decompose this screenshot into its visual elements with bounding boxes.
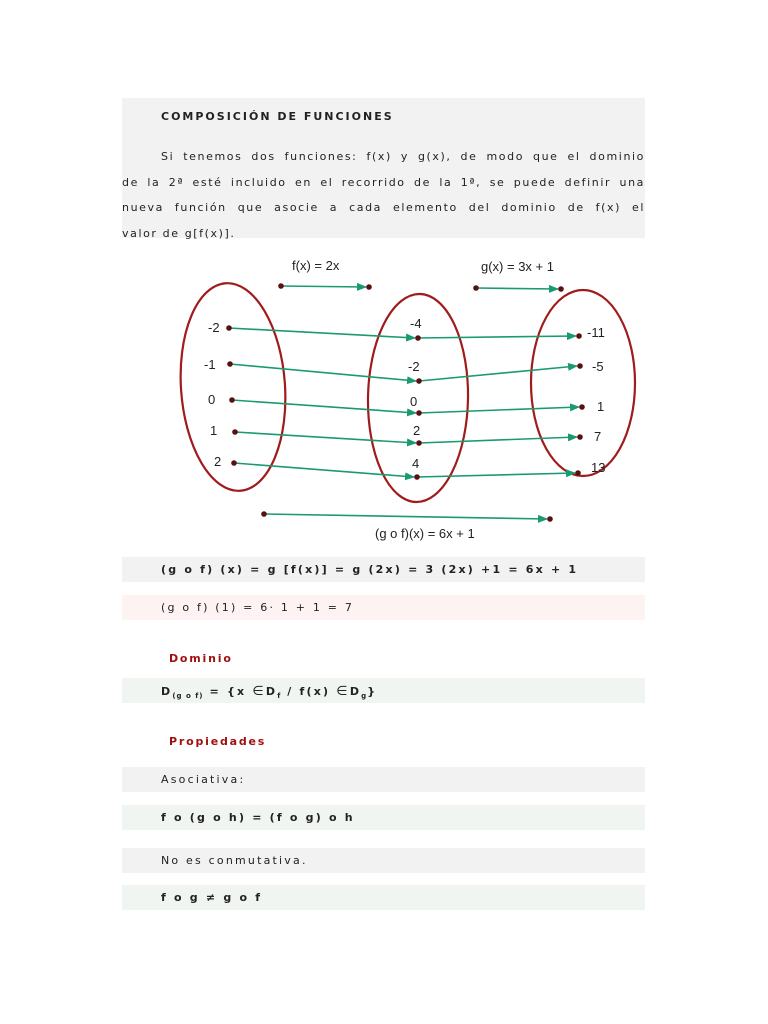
f-mapping-arrow — [235, 432, 416, 443]
g-legend-start — [473, 285, 479, 291]
set-b-point — [416, 378, 422, 384]
set-a-point — [231, 460, 237, 466]
set-a-point — [229, 397, 235, 403]
set-a-label: 1 — [210, 423, 218, 438]
function-composition-diagram — [170, 248, 650, 548]
intro-paragraph — [122, 144, 645, 246]
set-b-point — [416, 410, 422, 416]
set-c-point — [579, 404, 585, 410]
g-mapping-arrow — [417, 473, 575, 477]
f-mapping-arrow — [234, 463, 414, 477]
set-a-label: -2 — [208, 320, 220, 335]
asociativa-formula: f o (g o h) = (f o g) o h — [161, 811, 355, 824]
dominio-heading: Dominio — [169, 652, 233, 665]
g-legend-end — [558, 286, 564, 292]
set-b-label: 0 — [410, 394, 418, 409]
formula-evaluation: (g o f) (1) = 6· 1 + 1 = 7 — [161, 601, 355, 614]
f-mapping-arrow — [229, 328, 415, 338]
no-conmutativa-row — [122, 848, 645, 873]
dominio-formula: $D_{(g o f)} = \{x$ $\in D_f / f(x)$ $\in D_g$} — [161, 684, 378, 701]
set-c-point — [577, 434, 583, 440]
intro-line-1: Si tenemos dos funciones: f(x) y g(x), de modo que el dominio — [161, 150, 645, 163]
f-mapping-arrow — [232, 400, 416, 413]
page-title: COMPOSICIÓN DE FUNCIONES — [161, 110, 394, 123]
f-mapping-arrow — [230, 364, 416, 381]
set-b-label: -4 — [410, 316, 422, 331]
intro-line-2: de la 2ª esté incluido en el recorrido de la 1ª, se puede definir una — [122, 175, 645, 189]
asociativa-row — [122, 767, 645, 792]
asociativa-label: Asociativa: — [161, 773, 246, 786]
intro-line-3: nueva función que asocie a cada elemento del dominio de f(x) el — [122, 201, 645, 214]
set-a-label: 2 — [214, 454, 222, 469]
g-legend-arrow — [476, 288, 558, 289]
set-b-label: 2 — [413, 423, 421, 438]
f-legend-start — [278, 283, 284, 289]
g-mapping-arrow — [419, 407, 579, 413]
dominio-formula-row — [122, 678, 645, 703]
set-c-label: 1 — [597, 399, 605, 414]
f-legend-arrow — [281, 286, 366, 287]
formula-evaluation-row — [122, 595, 645, 620]
no-conmutativa-label: No es conmutativa. — [161, 854, 308, 867]
formula-composition-row — [122, 557, 645, 582]
intro-line-4: valor de g[f(x)]. — [122, 226, 236, 240]
f-legend-end — [366, 284, 372, 290]
set-a-point — [232, 429, 238, 435]
set-b-point — [415, 335, 421, 341]
set-c-label: -11 — [587, 325, 605, 340]
g-mapping-arrow — [418, 336, 576, 338]
propiedades-heading: Propiedades — [169, 735, 267, 748]
set-c-label: 13 — [591, 460, 606, 475]
no-conmutativa-formula: f o g ≠ g o f — [161, 891, 263, 904]
set-a-point — [226, 325, 232, 331]
gof-legend-end — [547, 516, 553, 522]
set-b-label: -2 — [408, 359, 420, 374]
set-c-ellipse — [531, 290, 635, 476]
set-c-label: 7 — [594, 429, 602, 444]
set-b-point — [414, 474, 420, 480]
intro-block — [122, 98, 645, 238]
set-a-label: 0 — [208, 392, 216, 407]
asociativa-formula-row — [122, 805, 645, 830]
g-mapping-arrow — [419, 366, 577, 381]
set-b-point — [416, 440, 422, 446]
set-c-label: -5 — [592, 359, 604, 374]
f-legend-label: f(x) = 2x — [292, 258, 340, 273]
gof-legend-start — [261, 511, 267, 517]
set-a-label: -1 — [204, 357, 216, 372]
set-c-point — [576, 333, 582, 339]
gof-legend-label: (g o f)(x) = 6x + 1 — [375, 526, 475, 541]
g-legend-label: g(x) = 3x + 1 — [481, 259, 554, 274]
g-mapping-arrow — [419, 437, 577, 443]
set-c-point — [577, 363, 583, 369]
set-c-point — [575, 470, 581, 476]
set-b-label: 4 — [412, 456, 420, 471]
formula-composition: (g o f) (x) = g [f(x)] = g (2x) = 3 (2x) +1 = 6x + 1 — [161, 563, 579, 576]
no-conmutativa-formula-row — [122, 885, 645, 910]
set-a-point — [227, 361, 233, 367]
gof-legend-arrow — [264, 514, 547, 519]
